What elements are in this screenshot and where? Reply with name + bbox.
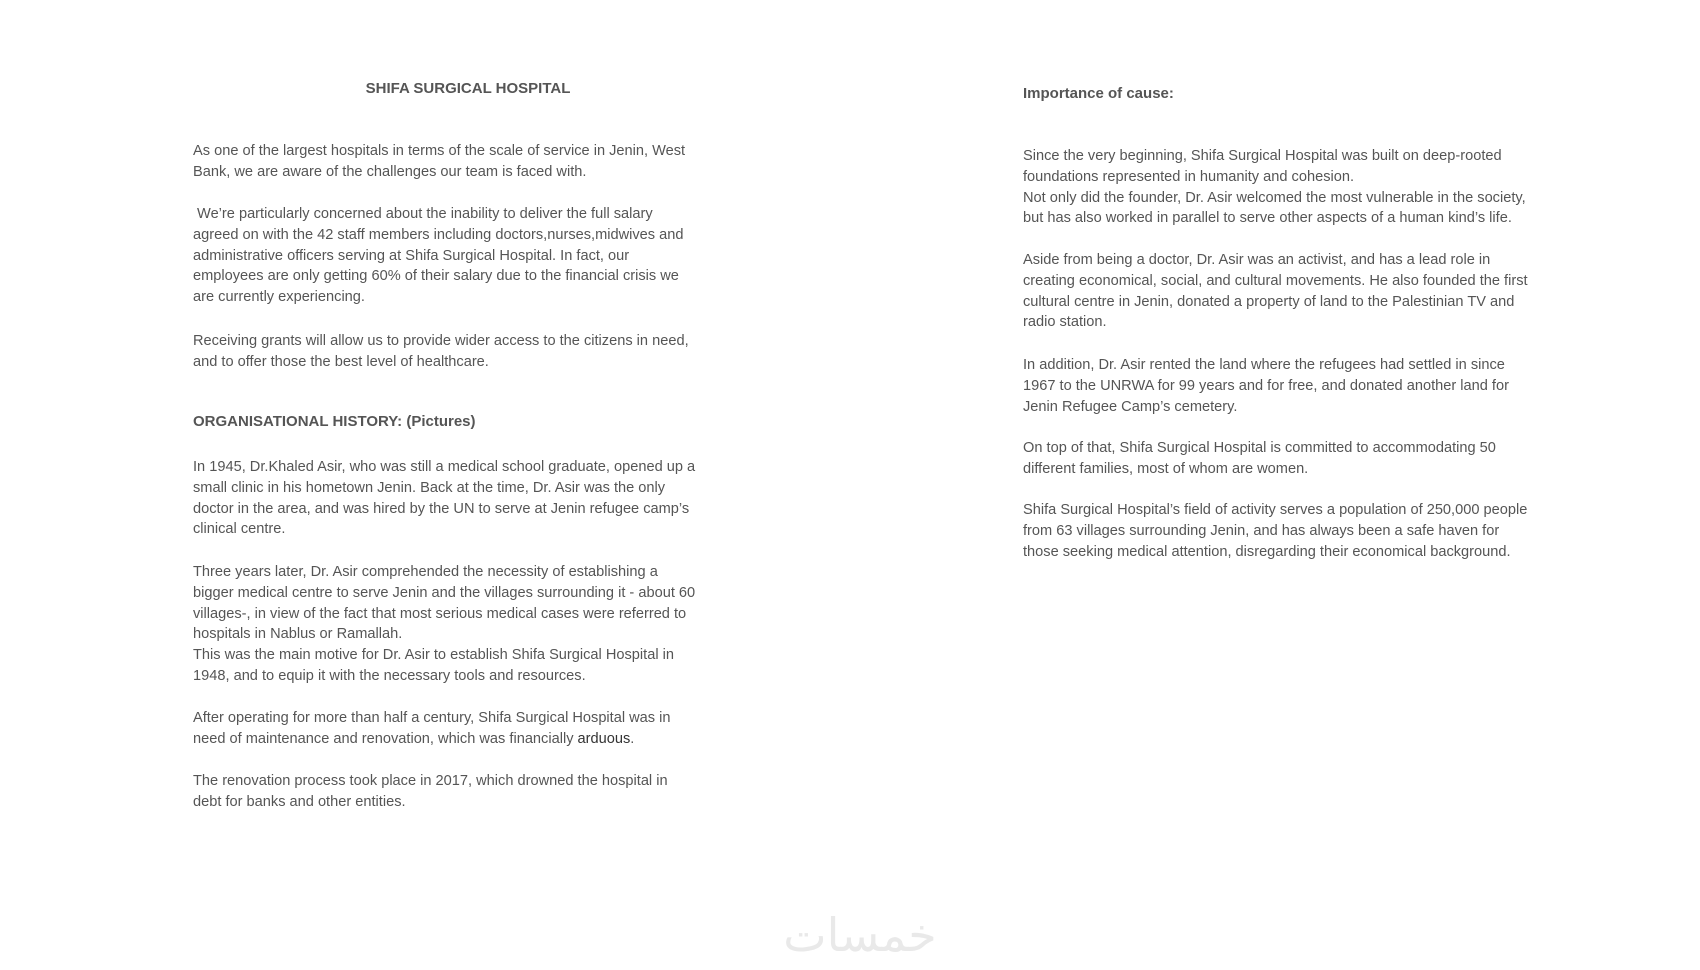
text-line: from 63 villages surrounding Jenin, and has always been a safe haven for bbox=[1023, 522, 1500, 539]
khamsat-watermark: خمسات bbox=[783, 908, 937, 962]
text-line: creating economical, social, and cultural movements. He also founded the first bbox=[1023, 272, 1528, 289]
text-line: those seeking medical attention, disregarding their economical background. bbox=[1023, 543, 1511, 560]
text-line: We’re particularly concerned about the inability to deliver the full salary bbox=[193, 206, 653, 222]
salary-concern-paragraph bbox=[193, 204, 743, 308]
text-line: clinical centre. bbox=[193, 521, 286, 538]
text-line bbox=[193, 729, 743, 750]
importance-paragraph-2 bbox=[1023, 250, 1578, 333]
history-paragraph-1 bbox=[193, 457, 743, 540]
text-line: This was the main motive for Dr. Asir to establish Shifa Surgical Hospital in bbox=[193, 647, 674, 664]
text-line: agreed on with the 42 staff members including doctors,nurses,midwives and bbox=[193, 226, 684, 243]
document-title: SHIFA SURGICAL HOSPITAL bbox=[365, 80, 571, 97]
history-paragraph-3 bbox=[193, 708, 743, 750]
importance-paragraph-5 bbox=[1023, 500, 1578, 562]
text-line: The renovation process took place in 2017, which drowned the hospital in bbox=[193, 773, 668, 789]
text-segment: need of maintenance and renovation, which was financially bbox=[193, 730, 578, 747]
importance-heading: Importance of cause: bbox=[1023, 85, 1174, 102]
text-line: Not only did the founder, Dr. Asir welcomed the most vulnerable in the society, bbox=[1023, 189, 1526, 206]
text-line: and to offer those the best level of healthcare. bbox=[193, 353, 489, 370]
text-line: Three years later, Dr. Asir comprehended the necessity of establishing a bbox=[193, 564, 658, 580]
importance-paragraph-3 bbox=[1023, 355, 1578, 417]
text-line: administrative officers serving at Shifa Surgical Hospital. In fact, our bbox=[193, 247, 630, 264]
text-line: employees are only getting 60% of their salary due to the financial crisis we bbox=[193, 268, 679, 285]
text-line: On top of that, Shifa Surgical Hospital is committed to accommodating 50 bbox=[1023, 440, 1496, 456]
text-line: In addition, Dr. Asir rented the land where the refugees had settled in since bbox=[1023, 357, 1505, 373]
text-line: but has also worked in parallel to serve other aspects of a human kind’s life. bbox=[1023, 210, 1512, 227]
text-line: Aside from being a doctor, Dr. Asir was an activist, and has a lead role in bbox=[1023, 252, 1491, 268]
text-line: small clinic in his hometown Jenin. Back at the time, Dr. Asir was the only bbox=[193, 479, 666, 496]
emphasized-word: arduous bbox=[577, 730, 631, 747]
text-line: hospitals in Nablus or Ramallah. bbox=[193, 626, 403, 643]
grants-paragraph bbox=[193, 331, 743, 373]
importance-paragraph-1 bbox=[1023, 146, 1578, 229]
text-line: debt for banks and other entities. bbox=[193, 793, 406, 810]
history-paragraph-2 bbox=[193, 562, 743, 687]
text-line: In 1945, Dr.Khaled Asir, who was still a medical school graduate, opened up a bbox=[193, 459, 696, 475]
text-line: 1948, and to equip it with the necessary tools and resources. bbox=[193, 667, 586, 684]
text-line: Since the very beginning, Shifa Surgical Hospital was built on deep-rooted bbox=[1023, 148, 1502, 164]
intro-paragraph bbox=[193, 141, 743, 183]
text-line: are currently experiencing. bbox=[193, 289, 365, 306]
text-line: foundations represented in humanity and cohesion. bbox=[1023, 168, 1355, 185]
text-line: After operating for more than half a century, Shifa Surgical Hospital was in bbox=[193, 710, 671, 726]
text-line: Bank, we are aware of the challenges our team is faced with. bbox=[193, 163, 587, 180]
importance-paragraph-4 bbox=[1023, 438, 1578, 480]
text-line: bigger medical centre to serve Jenin and the villages surrounding it - about 60 bbox=[193, 584, 696, 601]
text-line: different families, most of whom are women. bbox=[1023, 460, 1309, 477]
text-line: As one of the largest hospitals in terms of the scale of service in Jenin, West bbox=[193, 143, 686, 159]
text-line: doctor in the area, and was hired by the UN to serve at Jenin refugee camp’s bbox=[193, 500, 690, 517]
text-line: villages-, in view of the fact that most serious medical cases were referred to bbox=[193, 605, 687, 622]
text-line: radio station. bbox=[1023, 314, 1107, 331]
text-line: cultural centre in Jenin, donated a property of land to the Palestinian TV and bbox=[1023, 293, 1515, 310]
history-heading: ORGANISATIONAL HISTORY: (Pictures) bbox=[193, 413, 476, 430]
text-line: Jenin Refugee Camp’s cemetery. bbox=[1023, 398, 1238, 415]
history-paragraph-4 bbox=[193, 771, 743, 813]
text-line: Shifa Surgical Hospital’s field of activity serves a population of 250,000 people bbox=[1023, 502, 1528, 518]
text-line: 1967 to the UNRWA for 99 years and for free, and donated another land for bbox=[1023, 377, 1509, 394]
text-line: Receiving grants will allow us to provide wider access to the citizens in need, bbox=[193, 333, 689, 349]
text-segment: . bbox=[630, 730, 635, 747]
